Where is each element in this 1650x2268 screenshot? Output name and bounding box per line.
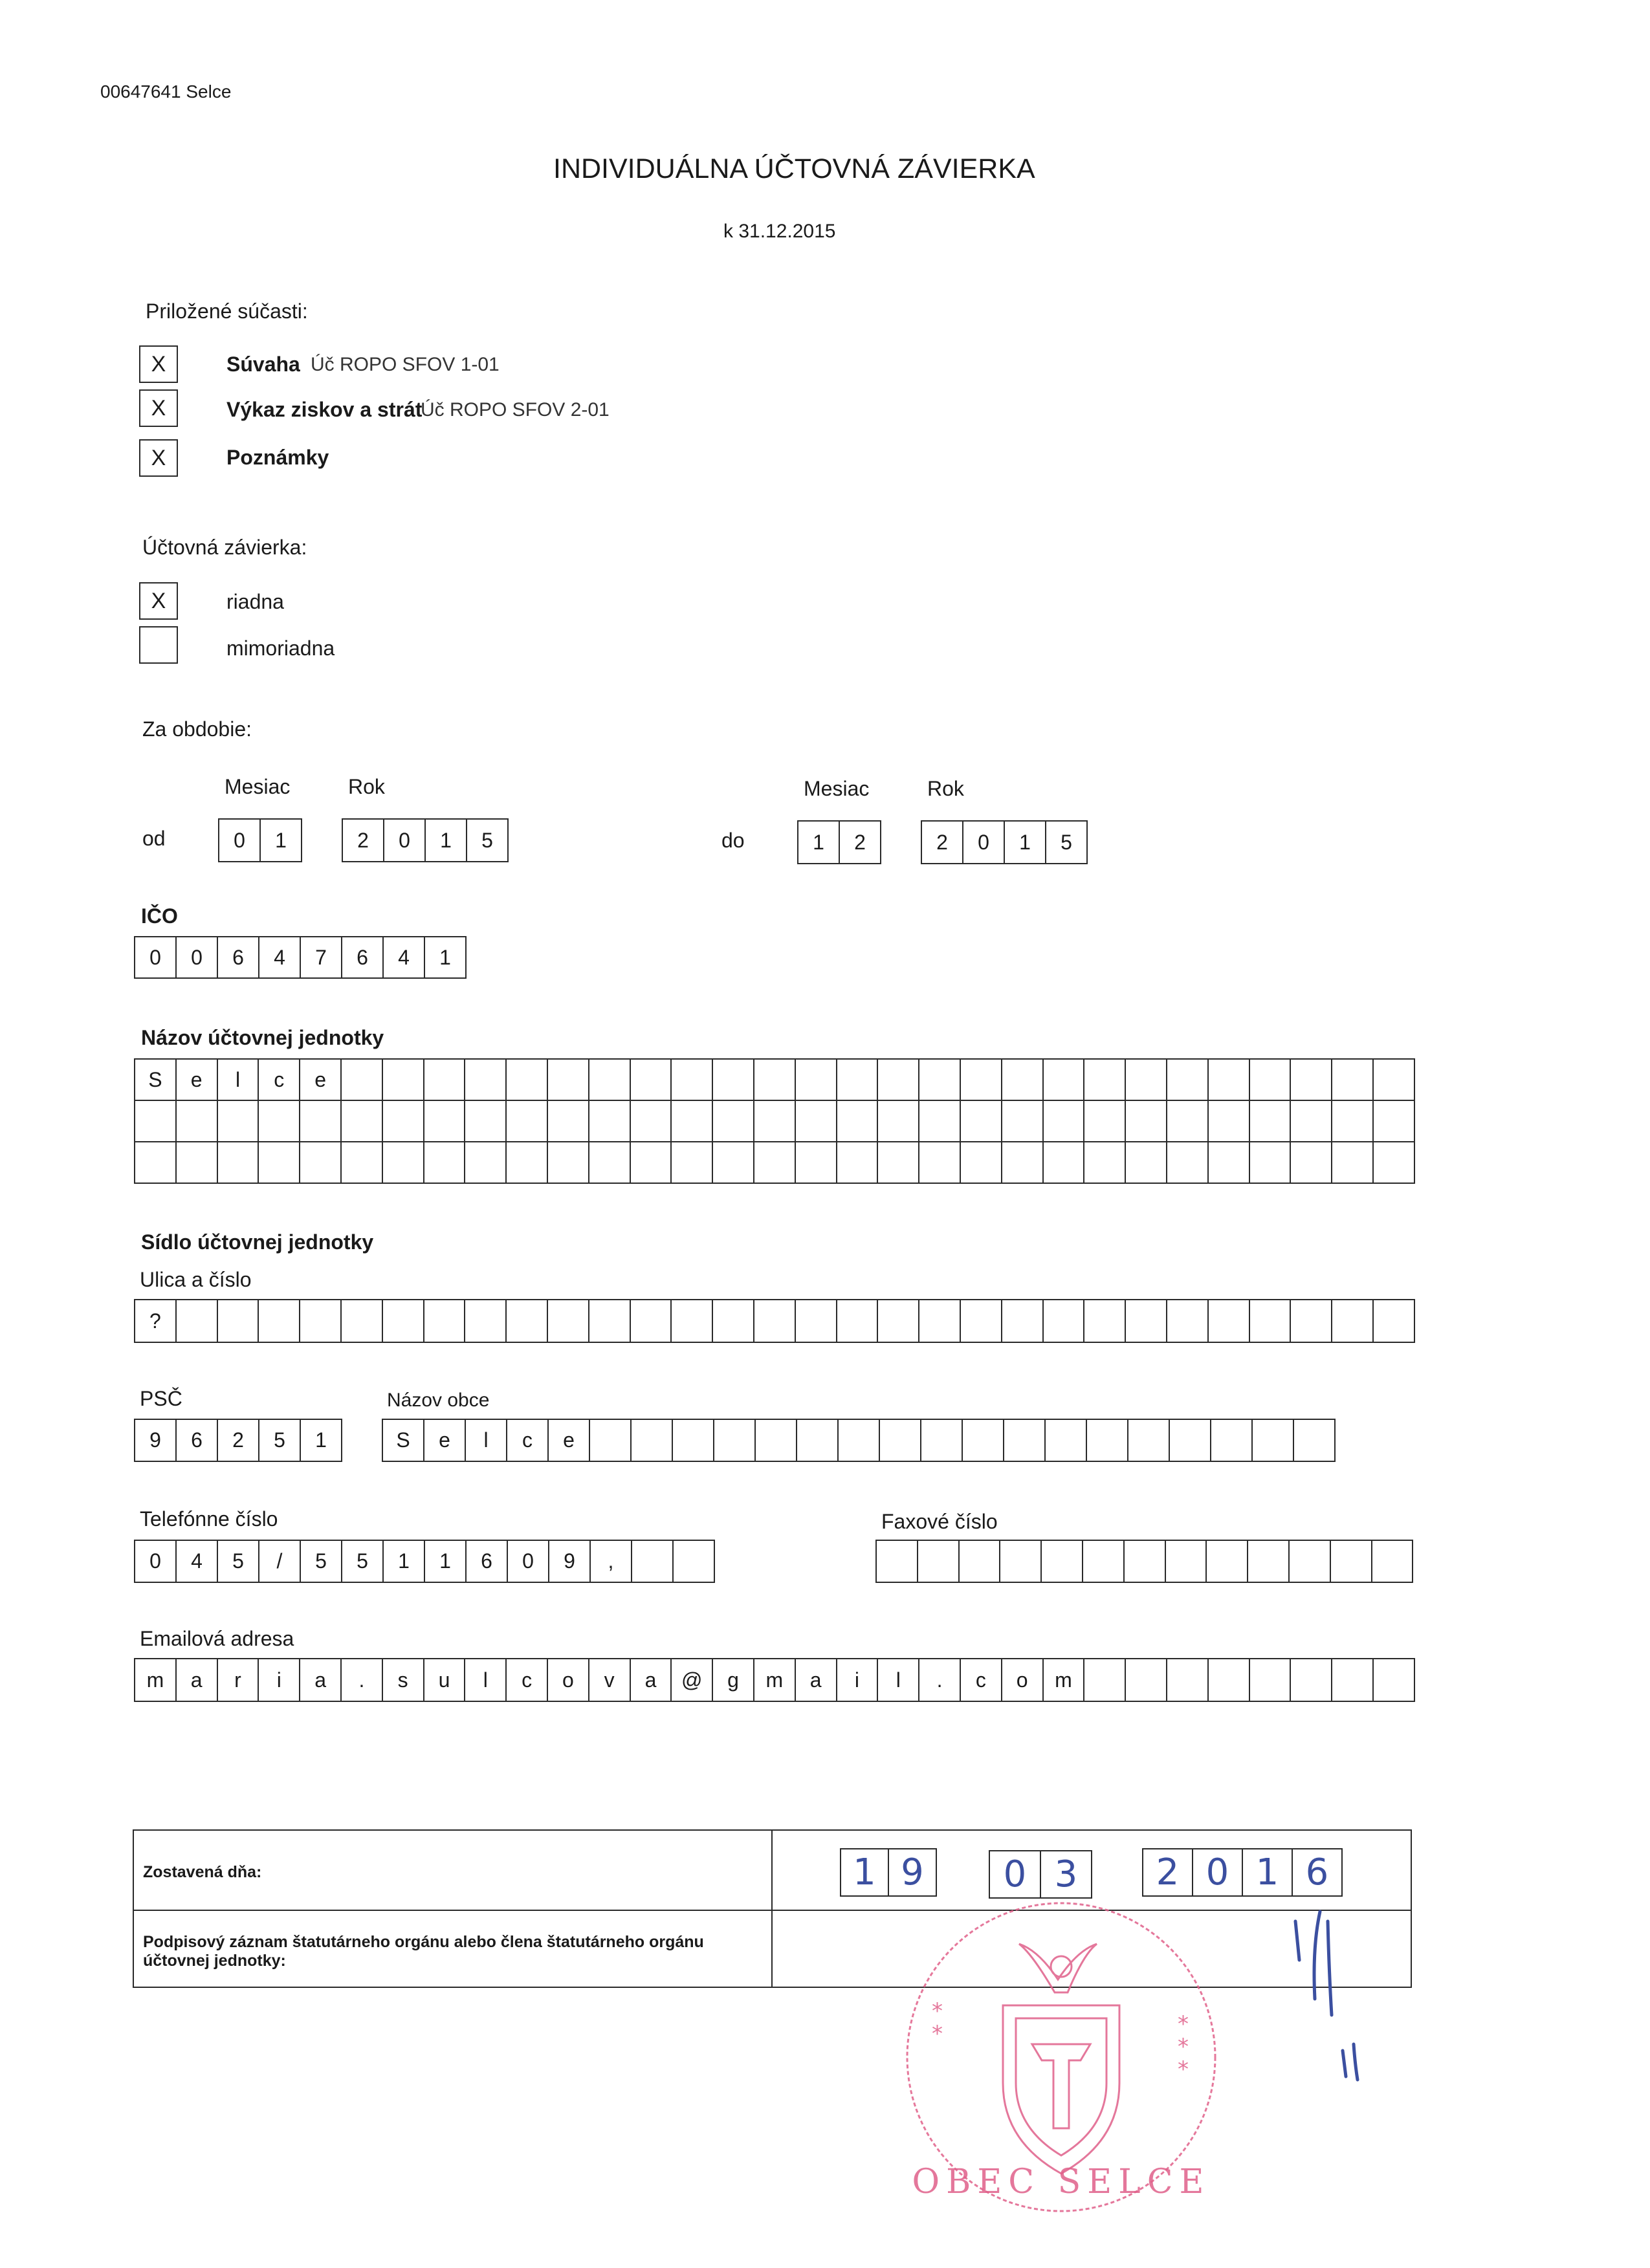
char-cell bbox=[877, 1540, 918, 1583]
char-cell bbox=[1002, 1058, 1044, 1101]
char-cell bbox=[1126, 1142, 1167, 1184]
to-year-field[interactable] bbox=[921, 820, 1088, 864]
stamp-text: OBEC SELCE bbox=[912, 2163, 1211, 2201]
from-month-label: Mesiac bbox=[225, 775, 291, 798]
char-cell bbox=[837, 1058, 879, 1101]
char-cell bbox=[918, 1540, 960, 1583]
char-cell bbox=[300, 1101, 342, 1142]
char-cell bbox=[1209, 1058, 1250, 1101]
component-name: Súvaha bbox=[226, 353, 300, 376]
char-cell bbox=[383, 1101, 424, 1142]
handwritten-signature-icon bbox=[1281, 1902, 1378, 2083]
email-label: Emailová adresa bbox=[140, 1627, 294, 1650]
char-cell bbox=[880, 1419, 921, 1462]
char-cell bbox=[961, 1058, 1002, 1101]
char-cell: g bbox=[713, 1658, 754, 1702]
date-line: k 31.12.2015 bbox=[723, 221, 836, 242]
char-cell bbox=[507, 1101, 548, 1142]
char-cell: . bbox=[919, 1658, 961, 1702]
char-cell bbox=[259, 1142, 300, 1184]
digit-cell: 0 bbox=[384, 818, 426, 862]
char-cell: 6 bbox=[467, 1540, 508, 1583]
compiled-label: Zostavená dňa: bbox=[143, 1863, 262, 1881]
char-cell bbox=[1128, 1419, 1170, 1462]
handwritten-digit: 0 bbox=[1193, 1849, 1243, 1895]
char-cell: l bbox=[466, 1419, 507, 1462]
char-cell bbox=[631, 1299, 672, 1343]
char-cell bbox=[672, 1299, 713, 1343]
char-cell bbox=[218, 1101, 259, 1142]
char-cell bbox=[1374, 1101, 1415, 1142]
org-reference: 00647641 Selce bbox=[100, 82, 232, 102]
component-name: Výkaz ziskov a strát bbox=[226, 398, 423, 421]
char-cell bbox=[631, 1058, 672, 1101]
char-cell bbox=[589, 1058, 631, 1101]
handwritten-digit: 6 bbox=[1305, 1851, 1329, 1893]
char-cell bbox=[919, 1058, 961, 1101]
char-cell: l bbox=[465, 1658, 507, 1702]
char-cell bbox=[465, 1142, 507, 1184]
char-cell: , bbox=[591, 1540, 632, 1583]
char-cell bbox=[589, 1101, 631, 1142]
char-cell: 6 bbox=[177, 1419, 218, 1462]
char-cell bbox=[1167, 1299, 1209, 1343]
char-cell bbox=[1374, 1658, 1415, 1702]
char-cell bbox=[1374, 1058, 1415, 1101]
fax-field[interactable] bbox=[875, 1540, 1413, 1583]
char-cell bbox=[383, 1058, 424, 1101]
char-cell bbox=[1042, 1540, 1083, 1583]
char-cell bbox=[383, 1299, 424, 1343]
official-stamp-icon bbox=[893, 1889, 1229, 2225]
digit-cell: 1 bbox=[426, 818, 467, 862]
char-cell: o bbox=[548, 1658, 589, 1702]
char-cell bbox=[424, 1299, 466, 1343]
char-cell bbox=[1209, 1101, 1250, 1142]
char-cell: 9 bbox=[135, 1419, 177, 1462]
ico-label: IČO bbox=[141, 904, 178, 928]
char-cell bbox=[1084, 1058, 1126, 1101]
char-cell: a bbox=[631, 1658, 672, 1702]
char-cell bbox=[1332, 1101, 1374, 1142]
digit-cell: 5 bbox=[1046, 820, 1088, 864]
char-cell bbox=[1209, 1299, 1250, 1343]
char-cell: S bbox=[383, 1419, 424, 1462]
char-cell: m bbox=[1044, 1658, 1085, 1702]
from-year-field[interactable] bbox=[342, 818, 509, 862]
char-cell bbox=[839, 1419, 880, 1462]
char-cell: 4 bbox=[177, 1540, 218, 1583]
handwritten-digit: 9 bbox=[901, 1851, 924, 1893]
char-cell bbox=[507, 1142, 548, 1184]
char-cell bbox=[1294, 1419, 1336, 1462]
char-cell: ? bbox=[135, 1299, 177, 1343]
char-cell: 0 bbox=[135, 1540, 177, 1583]
char-cell bbox=[1167, 1658, 1209, 1702]
handwritten-digit: 1 bbox=[1243, 1849, 1293, 1895]
email-field[interactable] bbox=[134, 1658, 1415, 1702]
phone-field[interactable] bbox=[134, 1540, 715, 1583]
char-cell bbox=[713, 1058, 754, 1101]
to-month-field[interactable] bbox=[797, 820, 881, 864]
char-cell: 2 bbox=[218, 1419, 259, 1462]
char-cell bbox=[1374, 1299, 1415, 1343]
components-heading: Priložené súčasti: bbox=[146, 300, 308, 323]
char-cell bbox=[632, 1419, 673, 1462]
checkbox-poznamky[interactable]: X bbox=[139, 439, 178, 477]
char-cell bbox=[919, 1299, 961, 1343]
char-cell bbox=[1250, 1142, 1292, 1184]
char-cell bbox=[135, 1101, 177, 1142]
char-cell bbox=[342, 1142, 383, 1184]
char-cell bbox=[259, 1299, 300, 1343]
char-cell: c bbox=[507, 1419, 549, 1462]
svg-text:*: * bbox=[932, 2021, 943, 2047]
checkbox-riadna[interactable]: X bbox=[139, 582, 178, 620]
from-label: od bbox=[142, 827, 166, 850]
char-cell bbox=[1332, 1299, 1374, 1343]
digit-cell: 0 bbox=[963, 820, 1005, 864]
digit-cell: 1 bbox=[1005, 820, 1046, 864]
component-code: Úč ROPO SFOV 1-01 bbox=[311, 354, 500, 375]
char-cell: @ bbox=[672, 1658, 713, 1702]
char-cell bbox=[672, 1058, 713, 1101]
char-cell: 5 bbox=[259, 1419, 301, 1462]
char-cell bbox=[878, 1299, 919, 1343]
char-cell bbox=[1250, 1101, 1292, 1142]
char-cell bbox=[548, 1142, 589, 1184]
char-cell: m bbox=[135, 1658, 177, 1702]
char-cell: 0 bbox=[508, 1540, 549, 1583]
char-cell bbox=[754, 1142, 796, 1184]
char-cell bbox=[714, 1419, 756, 1462]
to-label: do bbox=[721, 829, 745, 852]
char-cell bbox=[1209, 1142, 1250, 1184]
char-cell bbox=[713, 1101, 754, 1142]
char-cell bbox=[1084, 1658, 1126, 1702]
ico-field[interactable] bbox=[134, 936, 467, 979]
char-cell bbox=[1291, 1658, 1332, 1702]
psc-field[interactable] bbox=[134, 1419, 342, 1462]
char-cell: 5 bbox=[301, 1540, 342, 1583]
digit-cell: 1 bbox=[261, 818, 302, 862]
char-cell bbox=[1331, 1540, 1372, 1583]
town-field[interactable] bbox=[382, 1419, 1336, 1462]
char-cell bbox=[424, 1101, 466, 1142]
char-cell bbox=[465, 1058, 507, 1101]
char-cell bbox=[713, 1299, 754, 1343]
char-cell: e bbox=[177, 1058, 218, 1101]
checkbox-vykaz[interactable]: X bbox=[139, 389, 178, 427]
char-cell bbox=[342, 1058, 383, 1101]
char-cell bbox=[589, 1299, 631, 1343]
char-cell: 0 bbox=[135, 936, 177, 979]
char-cell: 7 bbox=[301, 936, 342, 979]
char-cell bbox=[713, 1142, 754, 1184]
char-cell bbox=[1211, 1419, 1253, 1462]
char-cell bbox=[631, 1101, 672, 1142]
char-cell bbox=[1044, 1058, 1085, 1101]
char-cell bbox=[1253, 1419, 1294, 1462]
char-cell bbox=[961, 1299, 1002, 1343]
seat-label: Sídlo účtovnej jednotky bbox=[141, 1230, 374, 1254]
char-cell bbox=[135, 1142, 177, 1184]
char-cell bbox=[1125, 1540, 1166, 1583]
char-cell bbox=[1166, 1540, 1207, 1583]
checkbox-suvaha[interactable]: X bbox=[139, 345, 178, 383]
char-cell bbox=[259, 1101, 300, 1142]
char-cell bbox=[878, 1142, 919, 1184]
unit-name-row[interactable] bbox=[134, 1058, 1415, 1101]
char-cell: 1 bbox=[425, 1540, 467, 1583]
char-cell bbox=[1332, 1058, 1374, 1101]
char-cell bbox=[796, 1058, 837, 1101]
char-cell: e bbox=[424, 1419, 466, 1462]
char-cell bbox=[300, 1299, 342, 1343]
checkbox-mimoriadna[interactable] bbox=[139, 626, 178, 664]
period-heading: Za obdobie: bbox=[142, 717, 252, 741]
town-label: Názov obce bbox=[387, 1390, 490, 1411]
statement-type-heading: Účtovná závierka: bbox=[142, 536, 307, 559]
char-cell bbox=[672, 1101, 713, 1142]
char-cell bbox=[878, 1058, 919, 1101]
char-cell bbox=[589, 1142, 631, 1184]
char-cell bbox=[837, 1101, 879, 1142]
document-title: INDIVIDUÁLNA ÚČTOVNÁ ZÁVIERKA bbox=[553, 153, 1035, 184]
signature-label: Podpisový záznam štatutárneho orgánu alebo člena štatutárneho orgánu účtovnej jednotky: bbox=[143, 1933, 704, 1970]
char-cell bbox=[1126, 1658, 1167, 1702]
to-month-label: Mesiac bbox=[804, 777, 870, 800]
char-cell bbox=[1250, 1058, 1292, 1101]
char-cell bbox=[1087, 1419, 1128, 1462]
char-cell bbox=[1332, 1658, 1374, 1702]
char-cell bbox=[796, 1101, 837, 1142]
char-cell bbox=[919, 1142, 961, 1184]
from-month-field[interactable] bbox=[218, 818, 302, 862]
char-cell: 9 bbox=[549, 1540, 591, 1583]
char-cell bbox=[218, 1299, 259, 1343]
char-cell bbox=[1250, 1299, 1292, 1343]
handwritten-digit: 0 bbox=[990, 1851, 1041, 1897]
char-cell bbox=[1002, 1142, 1044, 1184]
char-cell bbox=[177, 1101, 218, 1142]
char-cell: c bbox=[259, 1058, 300, 1101]
char-cell bbox=[1126, 1299, 1167, 1343]
char-cell bbox=[1374, 1142, 1415, 1184]
char-cell bbox=[1044, 1299, 1085, 1343]
char-cell bbox=[1000, 1540, 1042, 1583]
char-cell bbox=[1046, 1419, 1087, 1462]
fax-label: Faxové číslo bbox=[881, 1510, 998, 1533]
component-name: Poznámky bbox=[226, 446, 329, 469]
char-cell bbox=[548, 1299, 589, 1343]
char-cell: c bbox=[961, 1658, 1002, 1702]
char-cell bbox=[1332, 1142, 1374, 1184]
char-cell: S bbox=[135, 1058, 177, 1101]
char-cell bbox=[1167, 1058, 1209, 1101]
unit-name-row[interactable] bbox=[134, 1101, 1415, 1142]
digit-cell: 5 bbox=[467, 818, 509, 862]
char-cell bbox=[1002, 1299, 1044, 1343]
char-cell: l bbox=[878, 1658, 919, 1702]
phone-label: Telefónne číslo bbox=[140, 1507, 278, 1531]
char-cell bbox=[1290, 1540, 1331, 1583]
char-cell: a bbox=[300, 1658, 342, 1702]
char-cell: . bbox=[342, 1658, 383, 1702]
from-year-label: Rok bbox=[348, 775, 385, 798]
char-cell bbox=[1372, 1540, 1414, 1583]
unit-name-field[interactable] bbox=[134, 1058, 1415, 1184]
option-label: riadna bbox=[226, 590, 284, 613]
char-cell bbox=[963, 1419, 1004, 1462]
char-cell bbox=[590, 1419, 632, 1462]
to-year-label: Rok bbox=[927, 777, 964, 800]
char-cell bbox=[1084, 1142, 1126, 1184]
char-cell: e bbox=[549, 1419, 590, 1462]
char-cell bbox=[961, 1142, 1002, 1184]
street-label: Ulica a číslo bbox=[140, 1268, 252, 1291]
char-cell bbox=[1250, 1658, 1292, 1702]
char-cell bbox=[548, 1101, 589, 1142]
svg-text:*: * bbox=[1178, 2011, 1189, 2037]
char-cell bbox=[756, 1419, 797, 1462]
char-cell bbox=[1004, 1419, 1046, 1462]
handwritten-digit: 2 bbox=[1143, 1849, 1193, 1895]
digit-cell: 2 bbox=[840, 820, 881, 864]
char-cell bbox=[754, 1299, 796, 1343]
char-cell: 5 bbox=[342, 1540, 384, 1583]
svg-text:*: * bbox=[1178, 2034, 1189, 2060]
unit-name-row[interactable] bbox=[134, 1142, 1415, 1184]
char-cell: u bbox=[424, 1658, 466, 1702]
char-cell bbox=[1002, 1101, 1044, 1142]
char-cell bbox=[921, 1419, 963, 1462]
char-cell bbox=[1167, 1142, 1209, 1184]
char-cell bbox=[507, 1299, 548, 1343]
char-cell bbox=[1291, 1058, 1332, 1101]
char-cell: 4 bbox=[384, 936, 425, 979]
char-cell bbox=[961, 1101, 1002, 1142]
char-cell: c bbox=[507, 1658, 548, 1702]
char-cell bbox=[1207, 1540, 1248, 1583]
char-cell bbox=[797, 1419, 839, 1462]
char-cell bbox=[837, 1299, 879, 1343]
char-cell bbox=[1084, 1101, 1126, 1142]
char-cell: s bbox=[383, 1658, 424, 1702]
handwritten-digit: 1 bbox=[841, 1849, 889, 1895]
char-cell bbox=[507, 1058, 548, 1101]
char-cell: v bbox=[589, 1658, 631, 1702]
char-cell: l bbox=[218, 1058, 259, 1101]
char-cell bbox=[424, 1142, 466, 1184]
char-cell: o bbox=[1002, 1658, 1044, 1702]
char-cell: 6 bbox=[218, 936, 259, 979]
char-cell bbox=[1291, 1299, 1332, 1343]
street-field[interactable] bbox=[134, 1299, 1415, 1343]
char-cell bbox=[673, 1419, 714, 1462]
char-cell bbox=[919, 1101, 961, 1142]
char-cell bbox=[465, 1299, 507, 1343]
char-cell: a bbox=[177, 1658, 218, 1702]
char-cell: 5 bbox=[218, 1540, 259, 1583]
svg-text:*: * bbox=[932, 1998, 943, 2024]
char-cell: 1 bbox=[384, 1540, 425, 1583]
psc-label: PSČ bbox=[140, 1387, 182, 1410]
char-cell: 1 bbox=[425, 936, 467, 979]
char-cell: i bbox=[837, 1658, 879, 1702]
char-cell: / bbox=[259, 1540, 301, 1583]
char-cell bbox=[342, 1299, 383, 1343]
digit-cell: 1 bbox=[798, 820, 840, 864]
char-cell: e bbox=[300, 1058, 342, 1101]
char-cell bbox=[632, 1540, 674, 1583]
char-cell bbox=[383, 1142, 424, 1184]
char-cell bbox=[177, 1299, 218, 1343]
char-cell bbox=[1084, 1299, 1126, 1343]
char-cell: 1 bbox=[301, 1419, 342, 1462]
char-cell bbox=[218, 1142, 259, 1184]
char-cell bbox=[837, 1142, 879, 1184]
char-cell bbox=[300, 1142, 342, 1184]
char-cell bbox=[672, 1142, 713, 1184]
char-cell bbox=[1126, 1058, 1167, 1101]
char-cell bbox=[878, 1101, 919, 1142]
char-cell bbox=[796, 1142, 837, 1184]
char-cell bbox=[674, 1540, 715, 1583]
char-cell bbox=[1044, 1101, 1085, 1142]
char-cell bbox=[1291, 1142, 1332, 1184]
char-cell bbox=[754, 1058, 796, 1101]
char-cell bbox=[1167, 1101, 1209, 1142]
handwritten-digit: 3 bbox=[1054, 1853, 1078, 1895]
char-cell: a bbox=[796, 1658, 837, 1702]
char-cell bbox=[465, 1101, 507, 1142]
char-cell: 4 bbox=[259, 936, 301, 979]
char-cell bbox=[342, 1101, 383, 1142]
char-cell bbox=[177, 1142, 218, 1184]
table-divider-vertical bbox=[771, 1831, 773, 1987]
char-cell: 6 bbox=[342, 936, 384, 979]
char-cell bbox=[1291, 1101, 1332, 1142]
char-cell: m bbox=[754, 1658, 796, 1702]
char-cell bbox=[1248, 1540, 1290, 1583]
char-cell: 0 bbox=[177, 936, 218, 979]
digit-cell: 0 bbox=[219, 818, 261, 862]
unit-name-label: Názov účtovnej jednotky bbox=[141, 1026, 384, 1049]
char-cell bbox=[1126, 1101, 1167, 1142]
svg-text:*: * bbox=[1178, 2056, 1189, 2082]
char-cell bbox=[1044, 1142, 1085, 1184]
char-cell bbox=[548, 1058, 589, 1101]
char-cell bbox=[424, 1058, 466, 1101]
char-cell bbox=[1209, 1658, 1250, 1702]
char-cell bbox=[631, 1142, 672, 1184]
digit-cell: 2 bbox=[343, 818, 384, 862]
component-code: Úč ROPO SFOV 2-01 bbox=[421, 399, 610, 420]
digit-cell: 2 bbox=[922, 820, 963, 864]
char-cell: i bbox=[259, 1658, 300, 1702]
char-cell bbox=[754, 1101, 796, 1142]
char-cell bbox=[796, 1299, 837, 1343]
char-cell: r bbox=[218, 1658, 259, 1702]
char-cell bbox=[960, 1540, 1001, 1583]
option-label: mimoriadna bbox=[226, 637, 335, 660]
char-cell bbox=[1083, 1540, 1125, 1583]
char-cell bbox=[1170, 1419, 1211, 1462]
